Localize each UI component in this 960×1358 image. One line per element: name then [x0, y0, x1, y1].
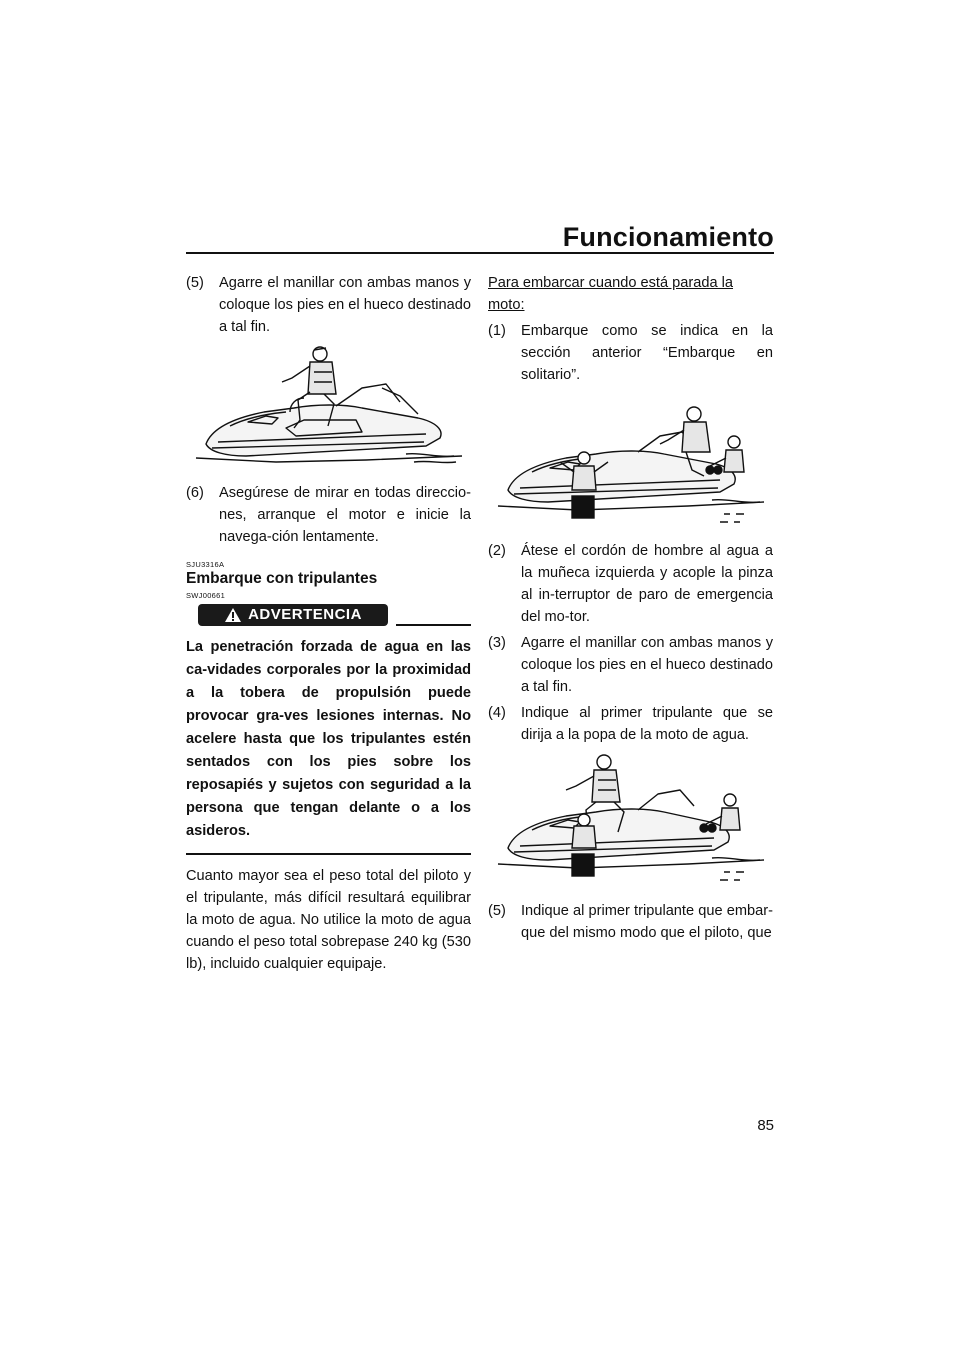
step-number: (6)	[186, 485, 204, 501]
right-step-5	[488, 900, 773, 944]
right-column	[488, 272, 773, 948]
step-text: Agarre el manillar con ambas manos y coloque los pies en el hueco destinado a tal fin.	[219, 275, 471, 335]
step-number: (4)	[488, 705, 506, 721]
warning-code: SWJ00661	[186, 591, 226, 600]
step-text: Indique al primer tripulante que embar-que del mismo modo que el piloto, que	[521, 903, 773, 941]
right-step-3	[488, 632, 773, 698]
warning-text: La penetración forzada de agua en las ca-vidades corporales por la proximidad a la tobera de propulsión puede provocar gra-ves lesiones internas. No acelere hasta que los tripulantes estén sentados con los pies sobre los reposapiés y sujetos con seguridad a la persona que tengan delante o a los asideros.	[186, 639, 471, 839]
left-column	[186, 272, 471, 975]
warning-rule	[396, 624, 471, 626]
body-paragraph: Cuanto mayor sea el peso total del piloto y el tripulante, más difícil resultará equilibrar la moto de agua. No utilice la moto de agua cuando el peso total sobrepase 240 kg (530 lb), incluido cualquier equipaje.	[186, 868, 471, 972]
step-text: Indique al primer tripulante que se dirija a la popa de la moto de agua.	[521, 705, 773, 743]
step-text: Embarque como se indica en la sección anterior “Embarque en solitario”.	[521, 323, 773, 383]
warning-triangle-icon	[224, 607, 242, 623]
step-text: Átese el cordón de hombre al agua a la muñeca izquierda y acople la pinza al in-terruptor de paro de emergencia del mo-tor.	[521, 543, 773, 625]
step-text: Asegúrese de mirar en todas direccio-nes, arranque el motor e inicie la navega-ción lentamente.	[219, 485, 471, 545]
step-number: (2)	[488, 543, 506, 559]
right-step-2	[488, 540, 773, 628]
warning-end-rule	[186, 853, 471, 855]
page-number: 85	[757, 1117, 774, 1134]
step-text: Agarre el manillar con ambas manos y coloque los pies en el hueco destinado a tal fin.	[521, 635, 773, 695]
watercraft-boarding-illustration	[488, 390, 773, 540]
header-rule	[186, 252, 774, 254]
warning-header	[186, 604, 471, 630]
right-step-1	[488, 320, 773, 386]
subheading: Para embarcar cuando está parada la moto:	[488, 275, 734, 313]
step-number: (1)	[488, 323, 506, 339]
left-step-6	[186, 482, 471, 548]
page-title: Funcionamiento	[562, 222, 774, 252]
watercraft-passenger-illustration	[488, 750, 773, 900]
watercraft-solo-rider-illustration	[186, 342, 471, 482]
step-number: (5)	[186, 275, 204, 291]
step-number: (5)	[488, 903, 506, 919]
warning-badge	[198, 604, 388, 626]
warning-label: ADVERTENCIA	[248, 606, 362, 623]
section-title: Embarque con tripulantes	[186, 570, 378, 587]
right-step-4	[488, 702, 773, 746]
step-number: (3)	[488, 635, 506, 651]
left-step-5	[186, 272, 471, 338]
section-code: SJU3316A	[186, 560, 225, 569]
